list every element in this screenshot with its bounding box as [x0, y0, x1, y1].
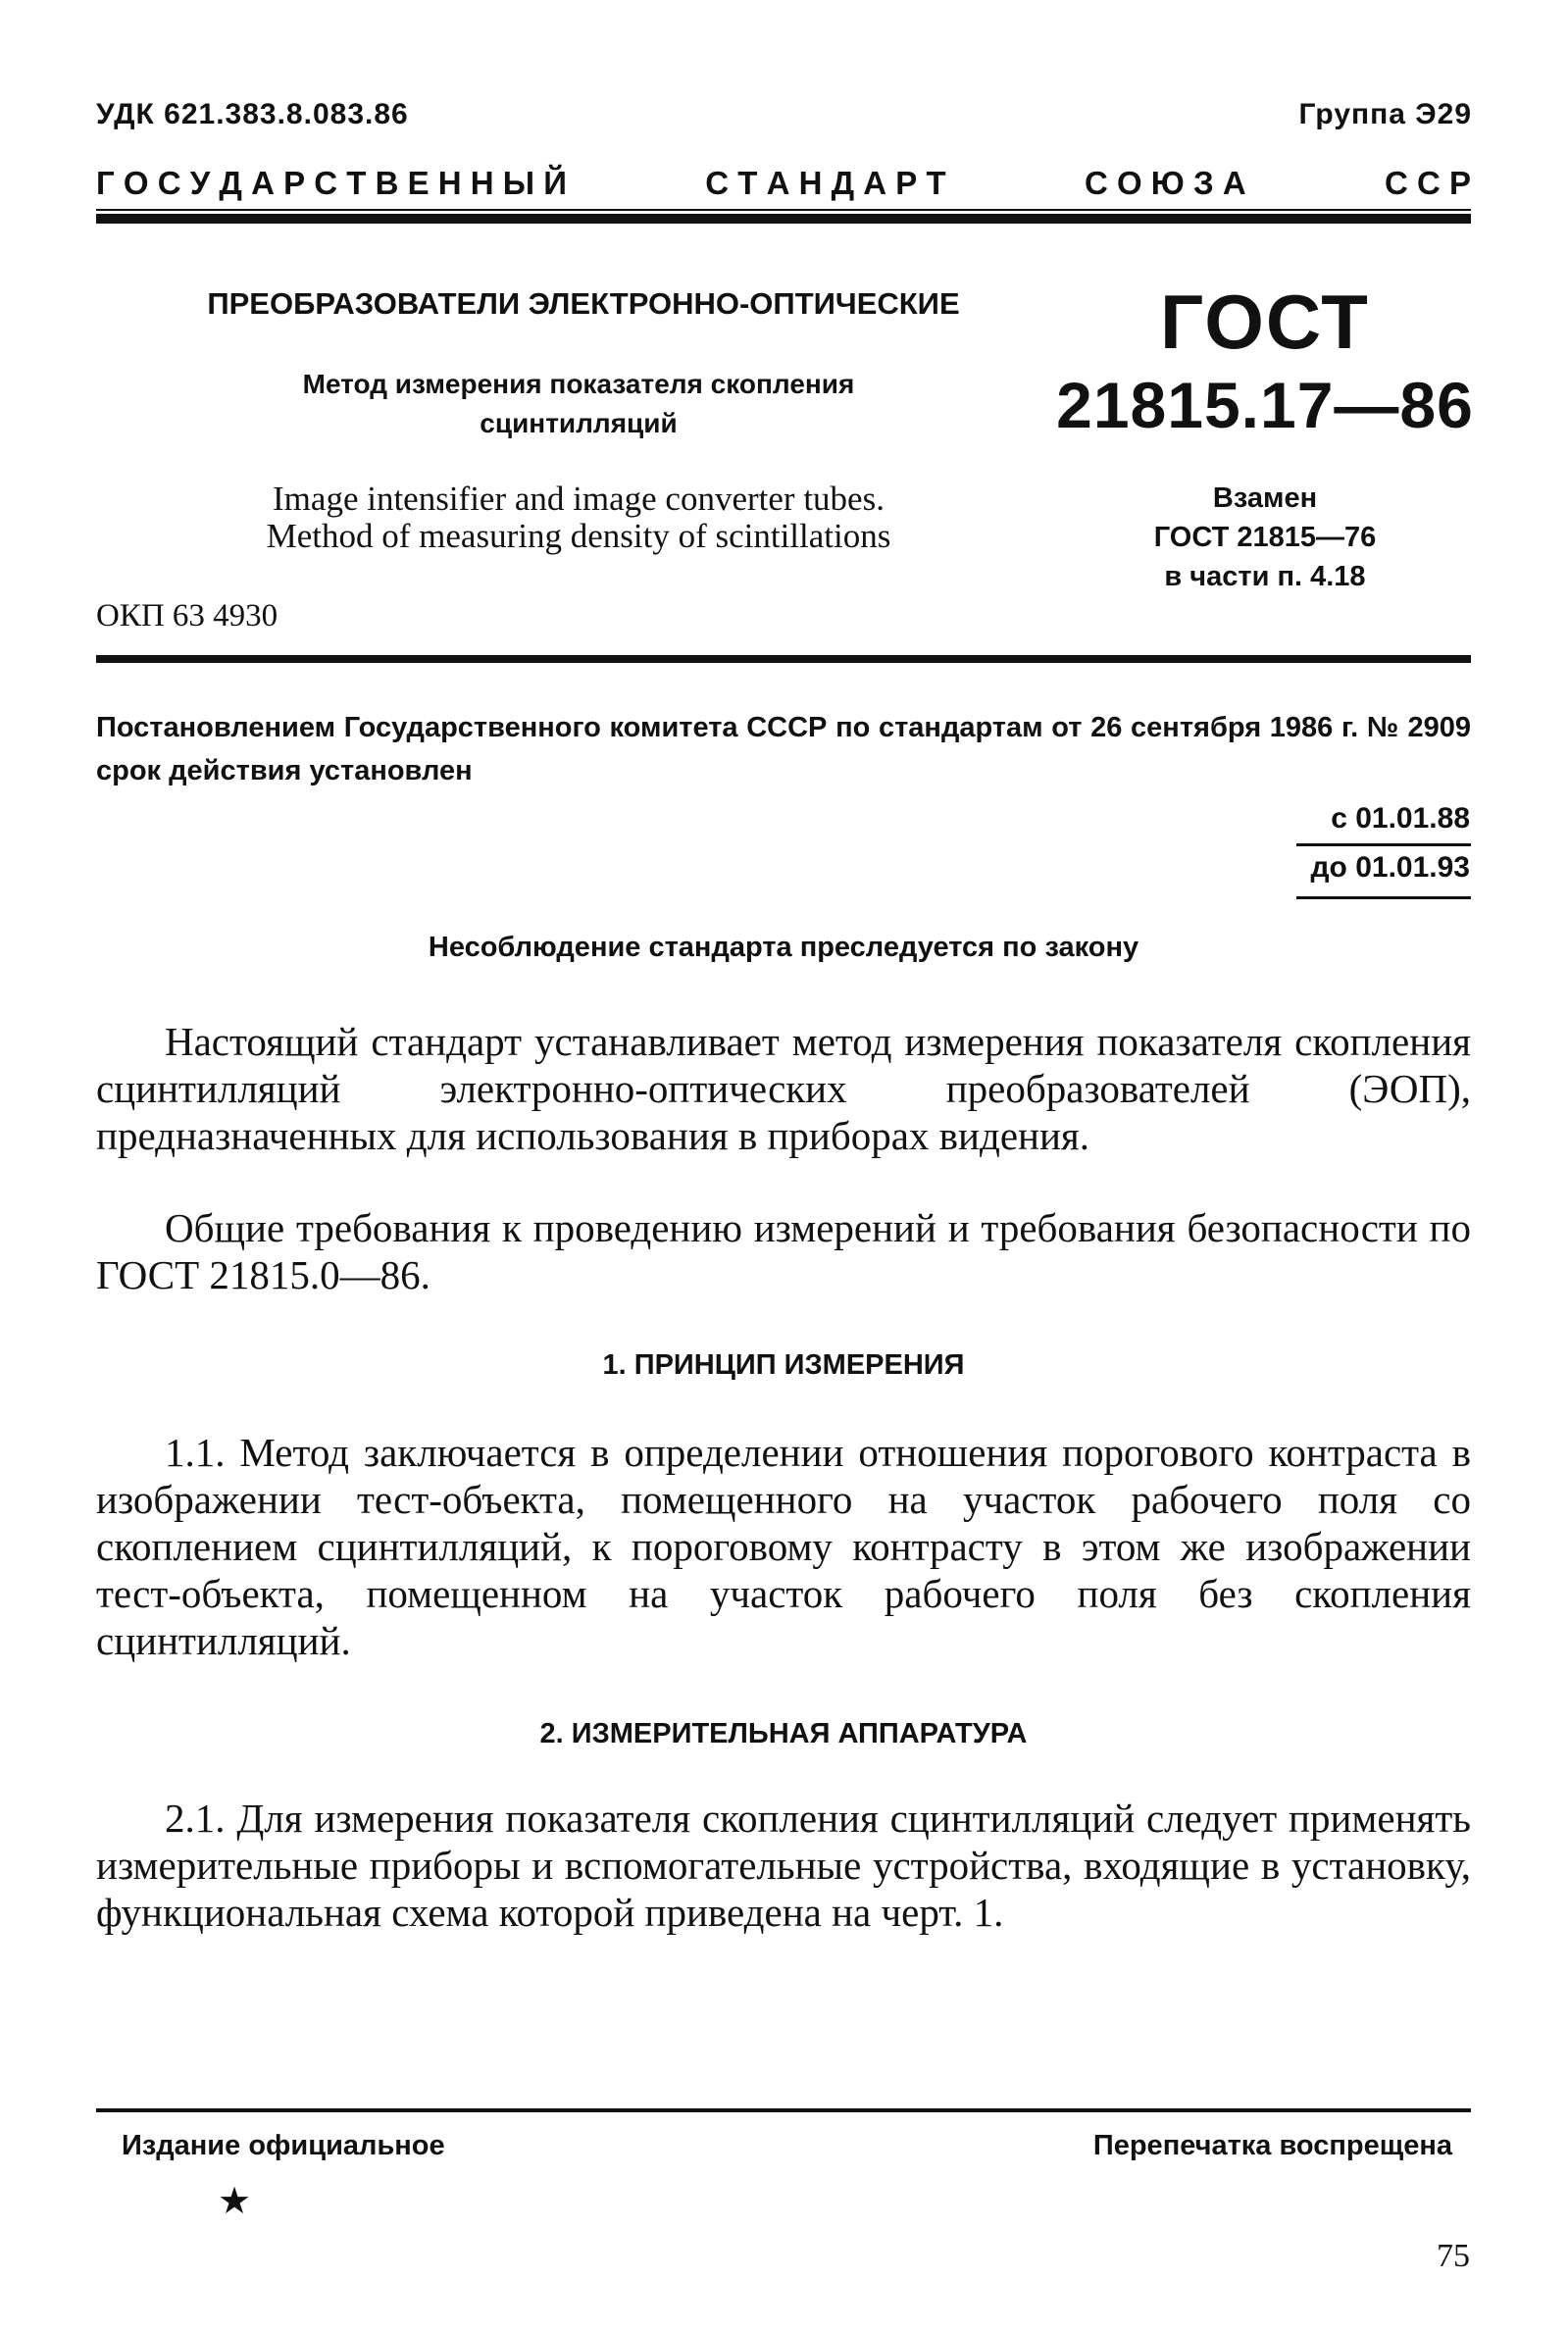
- udc-code: УДК 621.383.8.083.86: [96, 98, 409, 130]
- english-title-line-1: Image intensifier and image converter tubes.: [273, 480, 885, 518]
- star-icon: ★: [218, 2181, 252, 2222]
- okp-code: ОКП 63 4930: [96, 598, 278, 633]
- intro-paragraph-1: Настоящий стандарт устанавливает метод измерения показателя скопления сцинтилляций электронно-оптических преобразователей (ЭОП), предназначенных для использования в приборах видения.: [96, 1019, 1471, 1158]
- gost-number: 21815.17—86: [1056, 369, 1474, 441]
- document-title: ПРЕОБРАЗОВАТЕЛИ ЭЛЕКТРОННО-ОПТИЧЕСКИЕ: [207, 286, 960, 321]
- date-underline: [1296, 896, 1471, 899]
- replacement-line-3: в части п. 4.18: [1164, 561, 1366, 592]
- subtitle-line-2: сцинтилляций: [480, 408, 678, 438]
- state-standard-word-1: Г О С У Д А Р С Т В Е Н Н Ы Й: [96, 165, 567, 201]
- subtitle-line-1: Метод измерения показателя скопления: [302, 369, 855, 399]
- group-code: Группа Э29: [1298, 98, 1472, 130]
- replacement-line-1: Взамен: [1212, 482, 1318, 514]
- intro-paragraph-2: Общие требования к проведению измерений и требования безопасности по ГОСТ 21815.0—86.: [96, 1205, 1471, 1297]
- state-standard-word-3: С О Ю З А: [1084, 165, 1246, 201]
- gost-label: ГОСТ: [1160, 279, 1370, 365]
- title-block-rule: [96, 655, 1471, 663]
- decree-text: Постановлением Государственного комитета СССР по стандартам от 26 сентября 1986 г. № 2909 срок действия установлен: [96, 712, 1471, 786]
- state-standard-word-4: С С Р: [1384, 165, 1471, 201]
- footer-rule: [96, 2108, 1471, 2112]
- state-standard-heading: [96, 165, 1471, 202]
- replacement-line-2: ГОСТ 21815—76: [1153, 522, 1377, 553]
- document-subtitle: [216, 365, 941, 443]
- english-title: [177, 481, 981, 555]
- effective-from-date: с 01.01.88: [1331, 802, 1470, 835]
- section-1-paragraph: 1.1. Метод заключается в определении отношения порогового контраста в изображении тест-объекта, помещенного на участок рабочего поля со скоплением сцинтилляций, к пороговому контрасту в этом же изображении тест-объекта, помещенном на участок рабочего поля без скопления сцинтилляций.: [96, 1430, 1471, 1663]
- section-1-heading: 1. ПРИНЦИП ИЗМЕРЕНИЯ: [602, 1349, 965, 1381]
- section-2-heading: 2. ИЗМЕРИТЕЛЬНАЯ АППАРАТУРА: [539, 1718, 1028, 1749]
- english-title-line-2: Method of measuring density of scintillations: [266, 517, 891, 555]
- replacement-note: [1108, 479, 1422, 596]
- reprint-prohibited-label: Перепечатка воспрещена: [1092, 2130, 1452, 2161]
- section-2-paragraph: 2.1. Для измерения показателя скопления сцинтилляций следует применять измерительные приборы и вспомогательные устройства, входящие в установку, функциональная схема которой приведена на черт. 1.: [96, 1796, 1471, 1935]
- official-edition-label: Издание официальное: [122, 2130, 445, 2161]
- state-standard-word-2: С Т А Н Д А Р Т: [705, 165, 946, 201]
- page-number: 75: [1437, 2238, 1470, 2274]
- legal-warning: Несоблюдение стандарта преследуется по закону: [428, 932, 1139, 963]
- effective-to-date: до 01.01.93: [1310, 851, 1470, 884]
- header-thick-rule: [96, 214, 1471, 224]
- header-thin-rule: [96, 209, 1471, 211]
- date-divider: [1296, 843, 1471, 846]
